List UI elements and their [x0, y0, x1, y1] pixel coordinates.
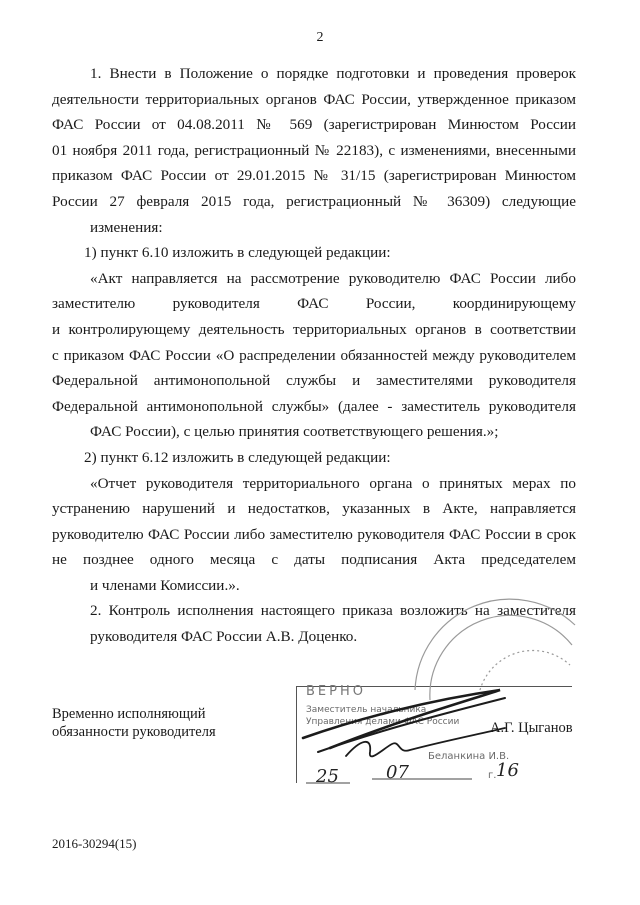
document-registration-number: 2016-30294(15)	[52, 836, 137, 851]
p1-line: ФАС России от 04.08.2011 № 569 (зарегистрирован Минюстом России	[52, 116, 576, 134]
p5-line: не позднее одного месяца с даты подписания Акта председателем	[52, 551, 576, 569]
stamp-title: ВЕРНО	[306, 684, 366, 699]
p1-line: изменения:	[90, 218, 163, 236]
handwritten-day: 25	[316, 766, 339, 787]
handwritten-signature	[303, 690, 505, 756]
stamp-position-line: Заместитель начальника	[306, 705, 427, 715]
signer-title-line: обязанности руководителя	[52, 724, 216, 740]
p3-line: «Акт направляется на рассмотрение руководителю ФАС России либо	[90, 269, 576, 287]
handwritten-year: 16	[496, 760, 519, 781]
p1-line: 01 ноября 2011 года, регистрационный № 22183), с изменениями, внесенными	[52, 141, 576, 159]
signer-title	[52, 705, 216, 741]
p3-line: ФАС России), с целью принятия соответствующего решения.»;	[90, 423, 499, 441]
signer-name: А.Г. Цыганов	[490, 720, 573, 736]
p3-line: Федеральной антимонопольной службы и заместителями руководителя	[52, 372, 576, 390]
p5-line: руководителю ФАС России либо заместителю руководителя ФАС России в срок	[52, 525, 576, 543]
signer-title-line: Временно исполняющий	[52, 706, 206, 722]
stamp-department-line: Управления делами ФАС России	[306, 717, 460, 727]
p1-line: приказом ФАС России от 29.01.2015 № 31/15 (зарегистрирован Минюстом	[52, 167, 576, 185]
p5-line: и членами Комиссии.».	[90, 576, 240, 594]
p1-line: России 27 февраля 2015 года, регистрационный № 36309) следующие	[52, 192, 576, 210]
paragraph-2: 1) пункт 6.10 изложить в следующей редакции:	[84, 244, 391, 262]
paragraph-4: 2) пункт 6.12 изложить в следующей редакции:	[84, 448, 391, 466]
p5-line: «Отчет руководителя территориального органа о принятых мерах по	[90, 474, 576, 492]
handwritten-month: 07	[386, 762, 409, 783]
p1-line: деятельности территориальных органов ФАС России, утвержденное приказом	[52, 90, 576, 108]
p3-line: Федеральной антимонопольной службы» (далее - заместитель руководителя	[52, 397, 576, 415]
p5-line: устранению нарушений и недостатков, указанных в Акте, направляется	[52, 500, 576, 518]
p6-line: руководителя ФАС России А.В. Доценко.	[90, 628, 358, 646]
p3-line: с приказом ФАС России «О распределении обязанностей между руководителем	[52, 346, 576, 364]
page-number: 2	[316, 30, 324, 45]
stamp-name: Беланкина И.В.	[428, 751, 510, 762]
p6-line: 2. Контроль исполнения настоящего приказа возложить на заместителя	[90, 602, 576, 620]
stamp-year-suffix: г.	[488, 770, 497, 781]
round-seal	[415, 599, 575, 700]
p3-line: заместителю руководителя ФАС России, координирующему	[52, 295, 576, 313]
p3-line: и контролирующему деятельность территориальных органов в соответствии	[52, 320, 576, 338]
p1-line: 1. Внести в Положение о порядке подготовки и проведения проверок	[90, 65, 576, 82]
